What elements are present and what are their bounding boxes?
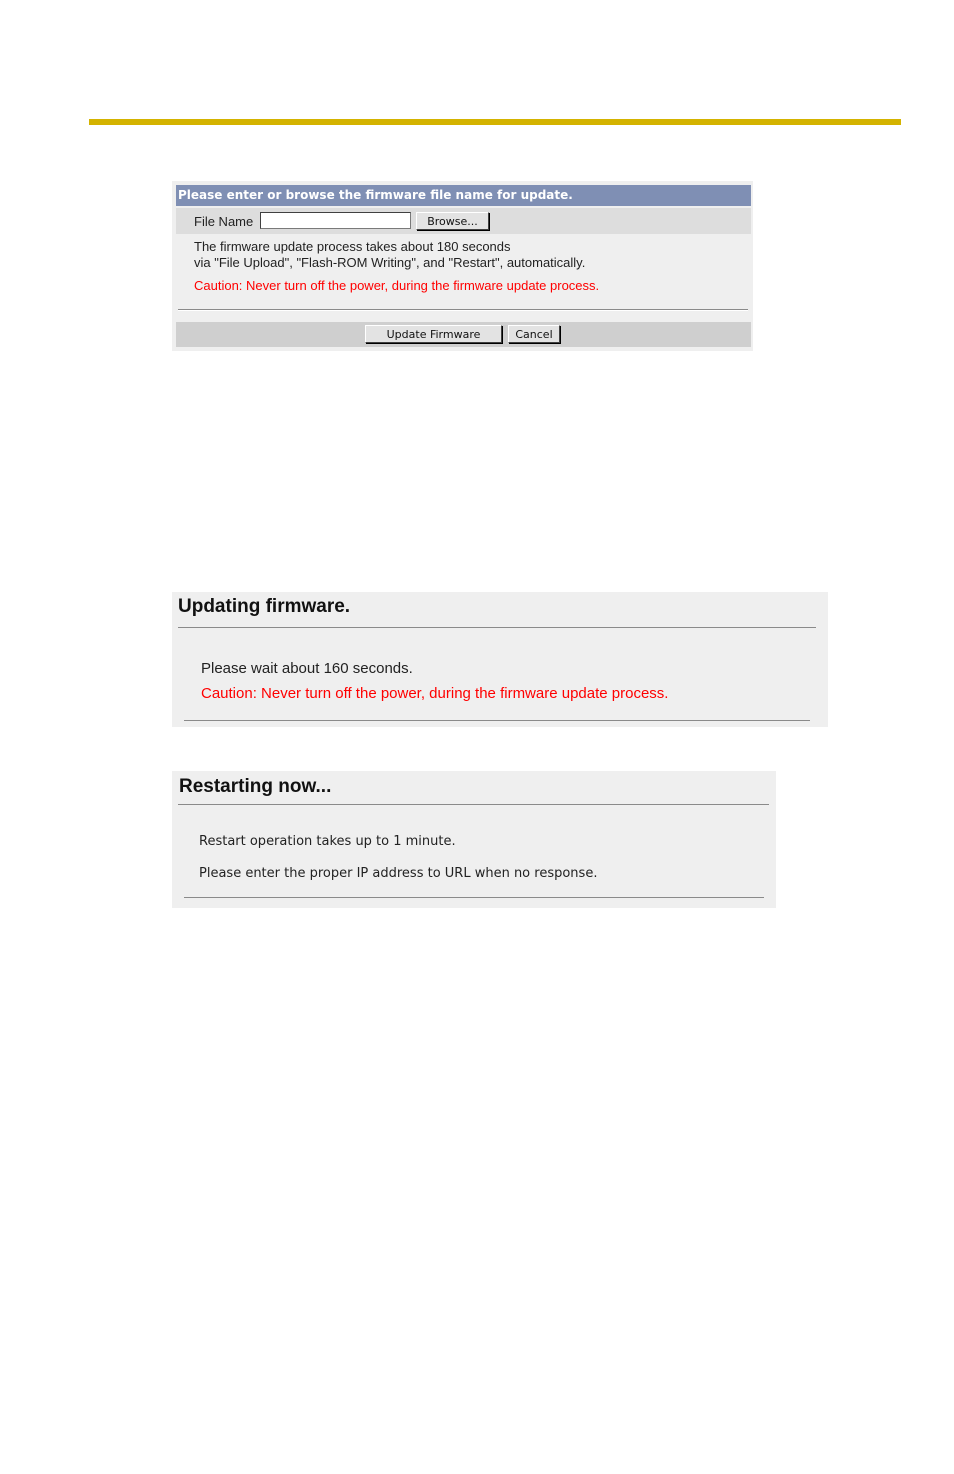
update-firmware-button[interactable]: Update Firmware [365, 325, 502, 343]
restart-info-line2: Please enter the proper IP address to URL when no response. [199, 866, 598, 881]
file-name-row [176, 208, 751, 234]
firmware-update-form [172, 181, 753, 351]
cancel-button[interactable]: Cancel [508, 325, 560, 343]
browse-button[interactable]: Browse... [416, 212, 489, 230]
form-button-row [176, 322, 751, 347]
restarting-title-rule [178, 804, 769, 805]
info-text-line2: via "File Upload", "Flash-ROM Writing", and "Restart", automatically. [194, 255, 586, 270]
updating-title: Updating firmware. [178, 596, 351, 617]
restarting-title: Restarting now... [179, 776, 332, 797]
file-name-label: File Name [194, 214, 254, 229]
top-accent-rule [89, 119, 901, 125]
updating-bottom-rule [184, 720, 810, 721]
form-header: Please enter or browse the firmware file name for update. [176, 185, 751, 206]
info-text-line1: The firmware update process takes about 180 seconds [194, 239, 511, 254]
form-divider [178, 309, 748, 311]
caution-text: Caution: Never turn off the power, during the firmware update process. [194, 278, 600, 293]
updating-firmware-panel [172, 592, 828, 727]
file-name-input[interactable] [260, 212, 411, 229]
restart-info-line1: Restart operation takes up to 1 minute. [199, 834, 456, 849]
updating-title-rule [178, 627, 816, 628]
restarting-panel [172, 771, 776, 908]
wait-text: Please wait about 160 seconds. [201, 660, 413, 677]
updating-caution-text: Caution: Never turn off the power, during the firmware update process. [201, 685, 669, 702]
restarting-bottom-rule [184, 897, 764, 898]
